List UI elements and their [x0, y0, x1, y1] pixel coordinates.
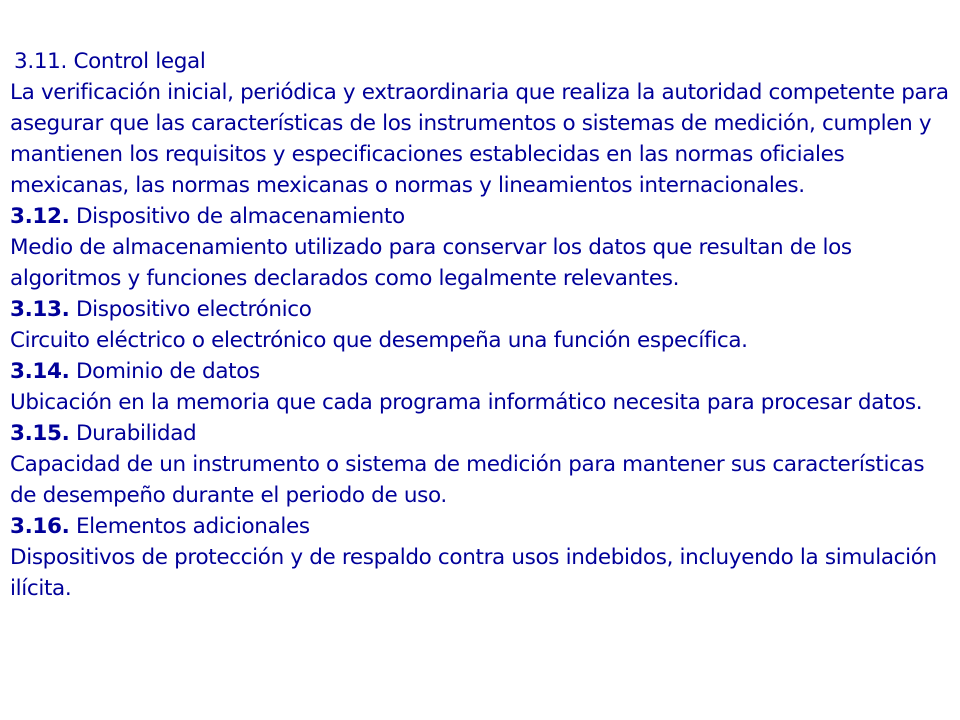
entry-number: 3.16. — [10, 514, 70, 539]
entry-definition: Circuito eléctrico o electrónico que desempeña una función específica. — [10, 328, 748, 353]
entry-number: 3.13. — [10, 297, 70, 322]
entry-heading: Dispositivo electrónico — [69, 297, 312, 322]
entry-3-15 — [10, 418, 955, 511]
entry-definition: La verificación inicial, periódica y extraordinaria que realiza la autoridad competente para asegurar que las características de los instrumentos o sistemas de medición, cumplen y mantienen los requisitos y especificaciones establecidas en las normas oficiales mexicanas, las normas mexicanas o normas y lineamientos internacionales. — [10, 80, 949, 198]
entry-title — [10, 418, 955, 449]
entry-heading: Dominio de datos — [69, 359, 260, 384]
entry-title — [10, 46, 955, 77]
document-body — [10, 46, 955, 604]
entry-title — [10, 356, 955, 387]
entry-title — [10, 201, 955, 232]
entry-3-11 — [10, 46, 955, 201]
entry-title — [10, 511, 955, 542]
entry-title — [10, 294, 955, 325]
entry-heading: Control legal — [66, 49, 206, 74]
entry-heading: Durabilidad — [69, 421, 197, 446]
entry-number: 3.11. — [14, 49, 67, 74]
entry-definition: Dispositivos de protección y de respaldo contra usos indebidos, incluyendo la simulación ilícita. — [10, 545, 937, 601]
entry-3-13 — [10, 294, 955, 356]
entry-3-16 — [10, 511, 955, 604]
entry-3-14 — [10, 356, 955, 418]
entry-definition: Ubicación en la memoria que cada programa informático necesita para procesar datos. — [10, 390, 923, 415]
entry-3-12 — [10, 201, 955, 294]
entry-number: 3.12. — [10, 204, 70, 229]
entry-heading: Dispositivo de almacenamiento — [69, 204, 405, 229]
entry-heading: Elementos adicionales — [69, 514, 310, 539]
entry-definition: Capacidad de un instrumento o sistema de medición para mantener sus características de desempeño durante el periodo de uso. — [10, 452, 925, 508]
entry-definition: Medio de almacenamiento utilizado para conservar los datos que resultan de los algoritmos y funciones declarados como legalmente relevantes. — [10, 235, 852, 291]
entry-number: 3.15. — [10, 421, 70, 446]
entry-number: 3.14. — [10, 359, 70, 384]
